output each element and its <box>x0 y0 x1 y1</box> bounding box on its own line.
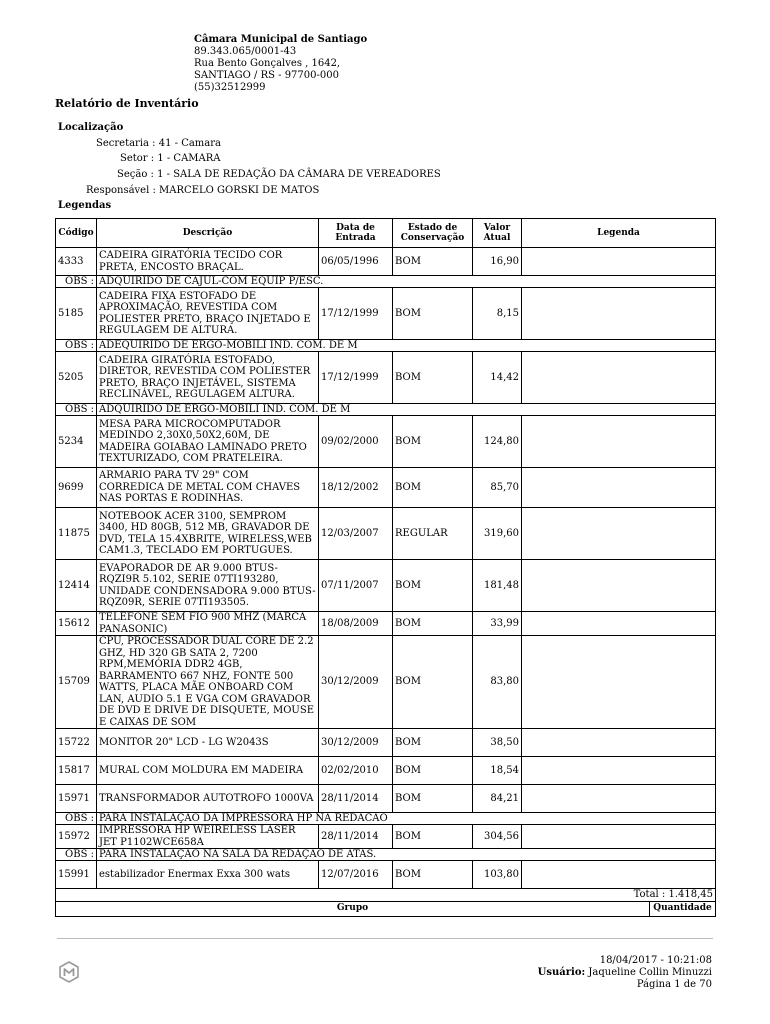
table-row <box>56 468 716 508</box>
footer-user <box>538 967 712 979</box>
location-title: Localização <box>58 122 124 133</box>
cell-data-entrada: 28/11/2014 <box>319 785 393 813</box>
cell-estado: BOM <box>393 560 473 612</box>
cell-estado: BOM <box>393 468 473 508</box>
header-data-line2: Entrada <box>335 233 376 243</box>
table-row <box>56 729 716 757</box>
footer-user-name: Jaqueline Collin Minuzzi <box>588 967 712 978</box>
cell-legenda <box>522 785 716 813</box>
header-valor-line1: Valor <box>483 223 511 233</box>
table-row <box>56 560 716 612</box>
table-header-row <box>56 219 716 248</box>
cell-data-entrada: 02/02/2010 <box>319 757 393 785</box>
cell-descricao: NOTEBOOK ACER 3100, SEMPROM 3400, HD 80GB, 512 MB, GRAVADOR DE DVD, TELA 15.4XBRITE, WIRELESS,WEB CAM1.3, TECLADO EM PORTUGUES. <box>97 508 319 560</box>
legends-title: Legendas <box>58 200 112 211</box>
cell-estado: BOM <box>393 636 473 729</box>
secao-label: Seção : <box>117 169 154 180</box>
cell-codigo: 15972 <box>56 825 97 849</box>
footer-datetime: 18/04/2017 - 10:21:08 <box>599 955 712 966</box>
table-row <box>56 757 716 785</box>
cell-descricao: TELEFONE SEM FIO 900 MHZ (MARCA PANASONIC) <box>97 612 319 636</box>
cell-codigo: 9699 <box>56 468 97 508</box>
group-header-row <box>56 902 716 917</box>
obs-value: ADEQUIRIDO DE ERGO-MOBILI IND. COM. DE M <box>97 340 716 352</box>
cell-legenda <box>522 416 716 468</box>
cell-valor: 8,15 <box>473 288 522 340</box>
cell-legenda <box>522 729 716 757</box>
cell-valor: 319,60 <box>473 508 522 560</box>
cell-legenda <box>522 508 716 560</box>
secretaria-value: 41 - Camara <box>158 138 221 149</box>
cell-valor: 38,50 <box>473 729 522 757</box>
cell-codigo: 15722 <box>56 729 97 757</box>
obs-row <box>56 404 716 416</box>
report-title: Relatório de Inventário <box>55 97 199 110</box>
total-cell <box>56 889 716 902</box>
cell-estado: BOM <box>393 416 473 468</box>
cell-valor: 124,80 <box>473 416 522 468</box>
table-row <box>56 288 716 340</box>
obs-label: OBS : <box>56 276 97 288</box>
organization-cnpj: 89.343.065/0001-43 <box>194 46 297 57</box>
cell-descricao: MURAL COM MOLDURA EM MADEIRA <box>97 757 319 785</box>
cell-codigo: 5205 <box>56 352 97 404</box>
cell-estado: BOM <box>393 352 473 404</box>
footer-page: Página 1 de 70 <box>636 979 712 990</box>
cell-valor: 83,80 <box>473 636 522 729</box>
header-data-line1: Data de <box>336 223 375 233</box>
cell-data-entrada: 06/05/1996 <box>319 248 393 276</box>
obs-value: ADQUIRIDO DE CAJUL-COM EQUIP P/ESC. <box>97 276 716 288</box>
table-row <box>56 825 716 849</box>
header-estado <box>393 219 473 248</box>
cell-descricao: CPU, PROCESSADOR DUAL CORE DE 2.2 GHZ, HD 320 GB SATA 2, 7200 RPM,MEMÓRIA DDR2 4GB, BARRAMENTO 667 NHZ, FONTE 500 WATTS, PLACA MÃE ONBOARD COM LAN, AUDIO 5.1 E VGA COM GRAVADOR DE DVD E DRIVE DE DISQUETE, MOUSE E CAIXAS DE SOM <box>97 636 319 729</box>
total-value: 1.418,45 <box>668 889 713 901</box>
cell-valor: 181,48 <box>473 560 522 612</box>
header-descricao: Descrição <box>97 219 319 248</box>
obs-value: PARA INSTALAÇÃO NA SALA DA REDAÇÃO DE ATAS. <box>97 849 716 861</box>
organization-phone: (55)32512999 <box>194 82 266 93</box>
cell-valor: 16,90 <box>473 248 522 276</box>
cell-data-entrada: 30/12/2009 <box>319 636 393 729</box>
cell-valor: 14,42 <box>473 352 522 404</box>
obs-value: ADQUIRIDO DE ERGO-MOBILI IND. COM. DE M <box>97 404 716 416</box>
obs-row <box>56 849 716 861</box>
cell-legenda <box>522 861 716 889</box>
secretaria-label: Secretaria : <box>96 138 156 149</box>
cell-codigo: 5185 <box>56 288 97 340</box>
cell-estado: BOM <box>393 785 473 813</box>
cell-data-entrada: 18/08/2009 <box>319 612 393 636</box>
footer-user-label: Usuário: <box>537 967 586 978</box>
cell-data-entrada: 18/12/2002 <box>319 468 393 508</box>
table-row <box>56 636 716 729</box>
organization-city: SANTIAGO / RS - 97700-000 <box>194 70 339 81</box>
cell-descricao: CADEIRA FIXA ESTOFADO DE APROXIMAÇÃO, REVESTIDA COM POLIESTER PRETO, BRAÇO INJETADO E REGULAGEM DE ALTURA. <box>97 288 319 340</box>
cell-codigo: 5234 <box>56 416 97 468</box>
header-estado-line2: Conservação <box>400 233 465 243</box>
cell-descricao: CADEIRA GIRATÓRIA TECIDO COR PRETA, ENCOSTO BRAÇAL. <box>97 248 319 276</box>
cell-descricao: ARMARIO PARA TV 29" COM CORREDICA DE METAL COM CHAVES NAS PORTAS E RODINHAS. <box>97 468 319 508</box>
cell-legenda <box>522 612 716 636</box>
cell-valor: 84,21 <box>473 785 522 813</box>
setor-value: 1 - CAMARA <box>157 153 221 164</box>
organization-header <box>194 34 367 94</box>
location-secao <box>117 169 441 180</box>
location-responsavel <box>86 185 319 196</box>
obs-label: OBS : <box>56 340 97 352</box>
organization-name: Câmara Municipal de Santiago <box>194 34 368 45</box>
cell-descricao: MESA PARA MICROCOMPUTADOR MEDINDO 2,30X0,50X2,60M, DE MADEIRA GOIABAO LAMINADO PRETO TEXTURIZADO, COM PRATELEIRA. <box>97 416 319 468</box>
table-row <box>56 508 716 560</box>
cell-data-entrada: 17/12/1999 <box>319 288 393 340</box>
cell-estado: BOM <box>393 248 473 276</box>
cell-legenda <box>522 636 716 729</box>
cell-legenda <box>522 352 716 404</box>
header-valor <box>473 219 522 248</box>
cell-descricao: estabilizador Enermax Exxa 300 wats <box>97 861 319 889</box>
obs-value: PARA INSTALAÇÃO DA IMPRESSORA HP NA REDACAO <box>97 813 716 825</box>
header-estado-line1: Estado de <box>407 223 458 233</box>
cell-descricao: EVAPORADOR DE AR 9.000 BTUS-RQZI9R 5.102, SERIE 07TI193280, UNIDADE CONDENSADORA 9.000 BTUS-RQZ09R, SERIE 07TI193505. <box>97 560 319 612</box>
cell-legenda <box>522 560 716 612</box>
cell-estado: BOM <box>393 612 473 636</box>
cell-data-entrada: 30/12/2009 <box>319 729 393 757</box>
obs-row <box>56 340 716 352</box>
organization-address: Rua Bento Gonçalves , 1642, <box>194 58 341 69</box>
total-row <box>56 889 716 902</box>
cell-descricao: MONITOR 20" LCD - LG W2043S <box>97 729 319 757</box>
obs-label: OBS : <box>56 404 97 416</box>
cell-estado: BOM <box>393 825 473 849</box>
cell-legenda <box>522 757 716 785</box>
cell-valor: 85,70 <box>473 468 522 508</box>
cell-estado: REGULAR <box>393 508 473 560</box>
obs-label: OBS : <box>56 813 97 825</box>
table-row <box>56 861 716 889</box>
secao-value: 1 - SALA DE REDAÇÃO DA CÂMARA DE VEREADORES <box>157 169 441 180</box>
m-logo-icon <box>58 961 80 983</box>
cell-codigo: 15817 <box>56 757 97 785</box>
cell-valor: 33,99 <box>473 612 522 636</box>
cell-legenda <box>522 288 716 340</box>
table-row <box>56 612 716 636</box>
cell-legenda <box>522 468 716 508</box>
location-secretaria <box>96 138 221 149</box>
obs-row <box>56 276 716 288</box>
footer-info <box>538 955 712 991</box>
table-row <box>56 416 716 468</box>
obs-row <box>56 813 716 825</box>
cell-estado: BOM <box>393 861 473 889</box>
header-legenda: Legenda <box>522 219 716 248</box>
setor-label: Setor : <box>120 153 155 164</box>
quantity-label: Quantidade <box>650 902 716 917</box>
cell-estado: BOM <box>393 757 473 785</box>
cell-valor: 103,80 <box>473 861 522 889</box>
cell-legenda <box>522 825 716 849</box>
cell-codigo: 15612 <box>56 612 97 636</box>
cell-codigo: 12414 <box>56 560 97 612</box>
table-row <box>56 248 716 276</box>
responsavel-label: Responsável : <box>86 185 156 196</box>
cell-data-entrada: 17/12/1999 <box>319 352 393 404</box>
cell-data-entrada: 12/03/2007 <box>319 508 393 560</box>
footer-divider <box>57 938 713 939</box>
location-setor <box>120 153 221 164</box>
cell-valor: 18,54 <box>473 757 522 785</box>
total-label: Total : <box>633 889 666 901</box>
header-data-entrada <box>319 219 393 248</box>
cell-estado: BOM <box>393 288 473 340</box>
table-row <box>56 352 716 404</box>
cell-descricao: TRANSFORMADOR AUTOTROFO 1000VA <box>97 785 319 813</box>
cell-codigo: 15991 <box>56 861 97 889</box>
cell-data-entrada: 12/07/2016 <box>319 861 393 889</box>
inventory-body <box>56 248 716 889</box>
cell-codigo: 15971 <box>56 785 97 813</box>
inventory-table <box>55 218 716 917</box>
table-row <box>56 785 716 813</box>
header-codigo: Código <box>56 219 97 248</box>
cell-data-entrada: 09/02/2000 <box>319 416 393 468</box>
header-valor-line2: Atual <box>483 233 511 243</box>
obs-label: OBS : <box>56 849 97 861</box>
cell-valor: 304,56 <box>473 825 522 849</box>
cell-codigo: 11875 <box>56 508 97 560</box>
responsavel-value: MARCELO GORSKI DE MATOS <box>159 185 320 196</box>
group-label: Grupo <box>56 902 650 917</box>
cell-estado: BOM <box>393 729 473 757</box>
cell-data-entrada: 28/11/2014 <box>319 825 393 849</box>
cell-data-entrada: 07/11/2007 <box>319 560 393 612</box>
cell-descricao: CADEIRA GIRATÓRIA ESTOFADO, DIRETOR, REVESTIDA COM POLIESTER PRETO, BRAÇO INJETÁVEL, SISTEMA RECLINÁVEL, REGULAGEM ALTURA. <box>97 352 319 404</box>
cell-descricao: IMPRESSORA HP WEIRELESS LASER JET P1102WCE658A <box>97 825 319 849</box>
cell-codigo: 15709 <box>56 636 97 729</box>
cell-legenda <box>522 248 716 276</box>
cell-codigo: 4333 <box>56 248 97 276</box>
